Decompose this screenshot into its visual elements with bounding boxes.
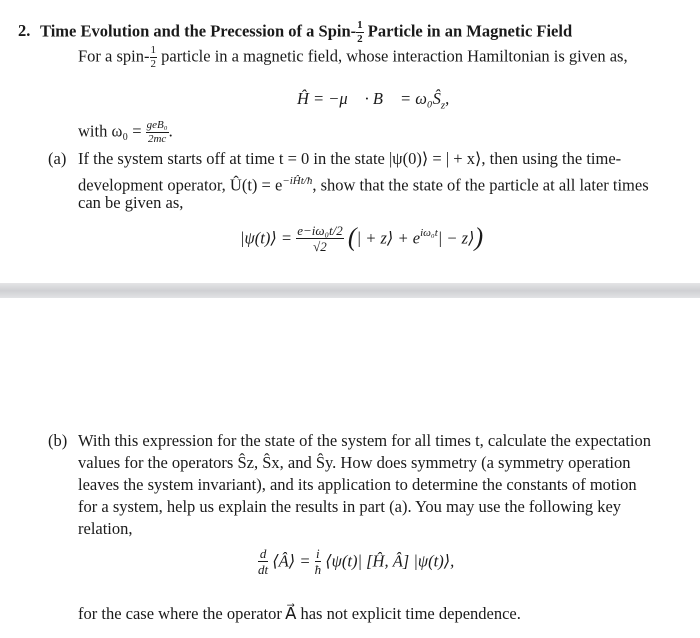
problem-title: Time Evolution and the Precession of a Spin- $\frac{1}{2}$ Particle in an Magnetic Field: [40, 19, 573, 45]
time-derivative-fraction: $\frac{d}{dt}$: [258, 546, 269, 577]
page-divider: [0, 283, 700, 298]
hamiltonian-equation: Ĥ = −μ⃗ · B⃗ = $\omega_0Ŝ_z$,: [297, 89, 450, 112]
one-half-fraction: $\frac{1}{2}$: [150, 44, 156, 70]
problem-number: 2.: [18, 21, 31, 40]
one-half-fraction: $\frac{1}{2}$: [357, 19, 363, 45]
part-a-line-3: can be given as,: [78, 193, 184, 212]
part-b-line-2: values for the operators Ŝz, Ŝx, and Ŝy. How does symmetry (a symmetry operation: [78, 453, 631, 472]
omega-definition: with ω₀ = $\frac{\text{geB₀}}{2mc}$ .: [78, 119, 173, 145]
i-over-hbar-fraction: $\frac{i}{ħ}$: [314, 546, 322, 577]
part-a-line-1: If the system starts off at time t = 0 in the state |ψ(0)⟩ = | + x⟩, then using the time-: [78, 149, 622, 168]
part-a-label: (a): [48, 149, 67, 168]
state-equation: |ψ(t)⟩ = $\frac{\text{e−iω₀t/2}}{√2}$ (| + z⟩ + $e^{i\omega_0t}|$ − z⟩): [240, 222, 484, 255]
part-b-closing: for the case where the operator A⃗ has not explicit time dependence.: [78, 604, 521, 623]
part-b-line-3: leaves the system invariant), and its application to determine the constants of motion: [78, 475, 637, 494]
part-b-label: (b): [48, 431, 68, 450]
part-b-line-5: relation,: [78, 519, 133, 538]
part-b-line-1: With this expression for the state of the system for all times t, calculate the expectation: [78, 431, 651, 450]
part-a-line-2: development operator, Û(t) = $e^{-iĤt/ħ}$, show that the state of the particle at all later times: [78, 175, 649, 195]
upper-page-panel: [0, 0, 700, 276]
problem-intro: For a spin- $\frac{1}{2}$ particle in a magnetic field, whose interaction Hamiltonian is given as,: [78, 44, 628, 70]
key-relation-equation: $\frac{d}{dt}$ ⟨Â⟩ = $\frac{i}{ħ}$ ⟨ψ(t)| [Ĥ, Â] |ψ(t)⟩,: [258, 546, 455, 577]
omega-fraction: $\frac{\text{geB₀}}{2mc}$: [146, 119, 168, 145]
part-b-line-4: for a system, help us explain the results in part (a). You may use the following key: [78, 497, 622, 516]
state-prefactor-fraction: $\frac{\text{e−iω₀t/2}}{√2}$: [297, 223, 343, 255]
lower-page-panel: [0, 300, 700, 638]
